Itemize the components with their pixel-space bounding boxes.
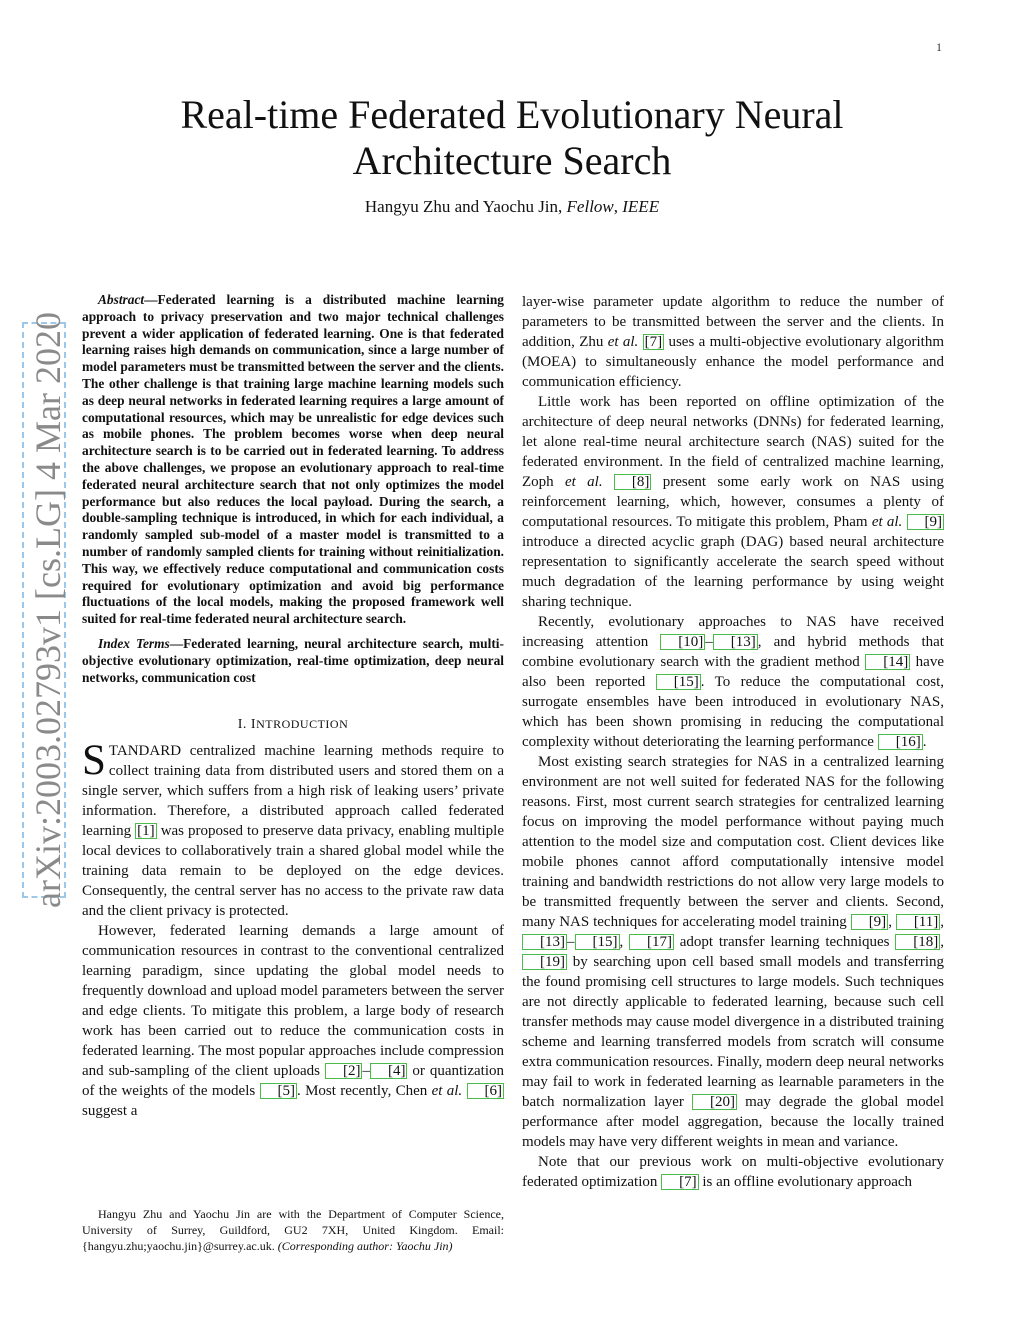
text-run: Recently, evolutionary approaches to NAS have received increasing attention — [522, 614, 944, 650]
abstract-label: Abstract — [98, 292, 145, 307]
footnote — [82, 1206, 504, 1254]
citation-link[interactable]: [14] — [865, 654, 910, 670]
citation-link[interactable]: [13] — [522, 934, 567, 950]
author-society: IEEE — [622, 197, 660, 216]
right-column — [522, 292, 944, 1192]
et-al: et al. — [871, 514, 903, 530]
citation-link[interactable]: [6] — [467, 1083, 505, 1099]
text-run: TANDARD centralized machine learning methods require to collect training data from distributed users and stored them on a single server, which suffers from a high risk of leaking users’ private information. Therefore, a distributed approach called federated learning — [82, 743, 504, 840]
citation-link[interactable]: [1] — [137, 823, 155, 840]
text-run: adopt transfer learning techniques — [674, 934, 896, 950]
text-run: , — [940, 914, 944, 930]
arxiv-stamp-text: arXiv:2003.02793v1 [cs.LG] 4 Mar 2020 — [28, 312, 68, 908]
text-run: layer-wise parameter update algorithm to reduce the number of parameters to be transmitted between the server and the clients. In addition, Zhu — [522, 294, 944, 350]
citation-link[interactable]: [15] — [656, 674, 701, 690]
abstract-text: —Federated learning is a distributed machine learning approach to privacy preservation and two major technical challenges prevent a wider application of federated learning. One is that federated learning raises high demands on communication, since a large number of model parameters must be transmitted between the server and the clients. The other challenge is that training large machine learning models such as deep neural networks in federated learning requires a large amount of computational resources, which may be unrealistic for edge devices such as mobile phones. The problem becomes worse when deep neural architecture search is to be carried out in federated learning. To address the above challenges, we propose an evolutionary approach to real-time federated neural architecture search that not only optimizes the model performance but also reduces the local payload. During the search, a double-sampling technique is introduced, in which for each individual, a randomly sampled sub-model of a master model is transmitted to a number of randomly sampled clients for training without reinitialization. This way, we effectively reduce computational and communication costs required for evolutionary optimization and avoid big performance fluctuations of the local models, making the proposed framework well suited for real-time federated neural architecture search. — [82, 292, 504, 627]
corresponding-author: (Corresponding author: Yaochu Jin) — [277, 1239, 453, 1253]
index-terms-label: Index Terms — [98, 635, 170, 651]
page-number: 1 — [936, 40, 942, 54]
citation-link[interactable]: [11] — [896, 914, 940, 930]
text-run — [603, 474, 614, 490]
citation-link[interactable]: [2] — [325, 1063, 363, 1079]
text-run: present some early work on NAS using reinforcement learning, which, however, consumes a plenty of computational resources. To mitigate this problem, Pham — [522, 474, 944, 530]
arxiv-stamp — [6, 312, 70, 908]
citation-link[interactable]: [16] — [878, 734, 923, 750]
intro-paragraph-1 — [82, 737, 504, 921]
citation-link[interactable]: [5] — [260, 1083, 298, 1099]
intro-paragraph-2 — [82, 921, 504, 1121]
right-paragraph-2 — [522, 392, 944, 612]
citation-link[interactable]: [8] — [614, 474, 652, 490]
text-run: , — [940, 934, 945, 950]
author-grade: Fellow — [566, 197, 614, 216]
et-al: et al. — [565, 474, 603, 490]
text-run: , — [619, 934, 630, 950]
author-sep: , — [613, 197, 623, 216]
text-run: , — [888, 914, 896, 930]
right-paragraph-5 — [522, 1152, 944, 1192]
text-run: may degrade the global model performance after model aggregation, because the locally trained models may have very different weights in mean and variance. — [522, 1094, 944, 1150]
citation-link[interactable]: [18] — [895, 934, 940, 950]
text-run: – — [362, 1063, 370, 1080]
drop-cap: S — [82, 737, 106, 785]
author-names: Hangyu Zhu and Yaochu Jin, — [364, 197, 567, 216]
text-run: . Most recently, Chen — [297, 1083, 432, 1100]
text-run: is an offline evolutionary approach — [698, 1174, 913, 1190]
text-run: – — [567, 934, 575, 950]
text-run: was proposed to preserve data privacy, enabling multiple local devices to collaboratively train a shared global model while the training data remain to be deployed on the edge devices. Consequently, the central server has no access to the private raw data and the client privacy is protected. — [82, 823, 504, 920]
paper-title — [80, 92, 944, 184]
title-line-1: Real-time Federated Evolutionary Neural — [180, 92, 844, 137]
text-run: However, federated learning demands a large amount of communication resources in contrast to the conventional centralized learning paradigm, since updating the global model needs to frequently download and upload model parameters between the server and edge clients. To mitigate this problem, a large body of research work has been carried out to reduce the communication costs in federated learning. The most popular approaches include compression and sub-sampling of the client uploads — [82, 923, 504, 1080]
text-run: by searching upon cell based small models and transferring the found promising cell structures to large models. Such techniques are not directly applicable to federated learning, because such cell transfer methods may cause model divergence in a distributed training scheme and learning transferred models from scratch will consume extra communication resources. Finally, modern deep neural networks may fail to work in federated learning as learnable parameters in the batch normalization layer — [522, 954, 944, 1110]
citation-link[interactable]: [20] — [692, 1094, 737, 1110]
right-paragraph-3 — [522, 612, 944, 752]
text-run: suggest a — [82, 1103, 138, 1120]
et-al: et al. — [607, 334, 639, 350]
citation-link[interactable]: [19] — [522, 954, 567, 970]
index-terms — [82, 636, 504, 686]
right-paragraph-1 — [522, 292, 944, 392]
section-heading-introduction — [82, 714, 504, 735]
text-run: – — [705, 634, 713, 650]
text-run: Little work has been reported on offline optimization of the architecture of deep neural networks (DNNs) for federated learning, let alone real-time neural architecture search (NAS) suited for the federated environment. In the field of centralized machine learning, Zoph — [522, 394, 944, 490]
index-terms-text: —Federated learning, neural architecture search, multi-objective evolutionary optimization, real-time optimization, deep neural networks, communication cost — [82, 635, 504, 685]
text-run: or quantization of the weights of the models — [82, 1063, 504, 1100]
left-column — [82, 292, 504, 1121]
abstract — [82, 292, 504, 628]
text-run: , and hybrid methods that combine evolutionary search with the gradient method — [522, 634, 944, 670]
text-run: . — [922, 734, 927, 750]
text-run: uses a multi-objective evolutionary algorithm (MOEA) to simultaneously enhance the model performance and communication efficiency. — [522, 334, 944, 390]
citation-link[interactable]: [9] — [907, 514, 945, 530]
title-line-2: Architecture Search — [352, 138, 672, 183]
section-rest: NTRODUCTION — [256, 717, 349, 732]
citation-link[interactable]: [9] — [851, 914, 889, 930]
text-run: Note that our previous work on multi-objective evolutionary federated optimization — [522, 1154, 944, 1190]
citation-link[interactable]: [4] — [370, 1063, 408, 1079]
citation-link[interactable]: [10] — [660, 634, 705, 650]
text-run: Most existing search strategies for NAS in a centralized learning environment are not well suited for federated NAS for the following reasons. First, most current search strategies for centralized learning focus on improving the model performance without paying much attention to the model size and computation cost. Client devices like mobile phones cannot afford computationally intensive model training and bandwidth restrictions do not allow very large models to be transmitted frequently between the server and clients. Second, many NAS techniques for accelerating model training — [522, 754, 944, 930]
text-run: . To reduce the computational cost, surrogate ensembles have been introduced in evolutionary NAS, which has been shown promising in reducing the computational complexity without deteriorating the learning performance — [522, 674, 944, 750]
citation-link[interactable]: [17] — [629, 934, 674, 950]
et-al: et al. — [431, 1083, 463, 1100]
citation-link[interactable]: [15] — [575, 934, 620, 950]
section-number: I. — [237, 717, 251, 733]
text-run: introduce a directed acyclic graph (DAG) based neural architecture representation to significantly accelerate the search speed without much degradation of the learning performance by using weight sharing technique. — [522, 534, 944, 610]
text-run: have also been reported — [522, 654, 944, 690]
right-paragraph-4 — [522, 752, 944, 1152]
author-line — [80, 197, 944, 217]
citation-link[interactable]: [7] — [661, 1174, 699, 1190]
section-initial: I — [250, 717, 257, 733]
citation-link[interactable]: [7] — [644, 334, 663, 350]
footnote-text: Hangyu Zhu and Yaochu Jin are with the Department of Computer Science, University of Surrey, Guildford, GU2 7XH, United Kingdom. Email: {hangyu.zhu;yaochu.jin}@surrey.ac.uk. — [82, 1207, 504, 1253]
citation-link[interactable]: [13] — [713, 634, 758, 650]
